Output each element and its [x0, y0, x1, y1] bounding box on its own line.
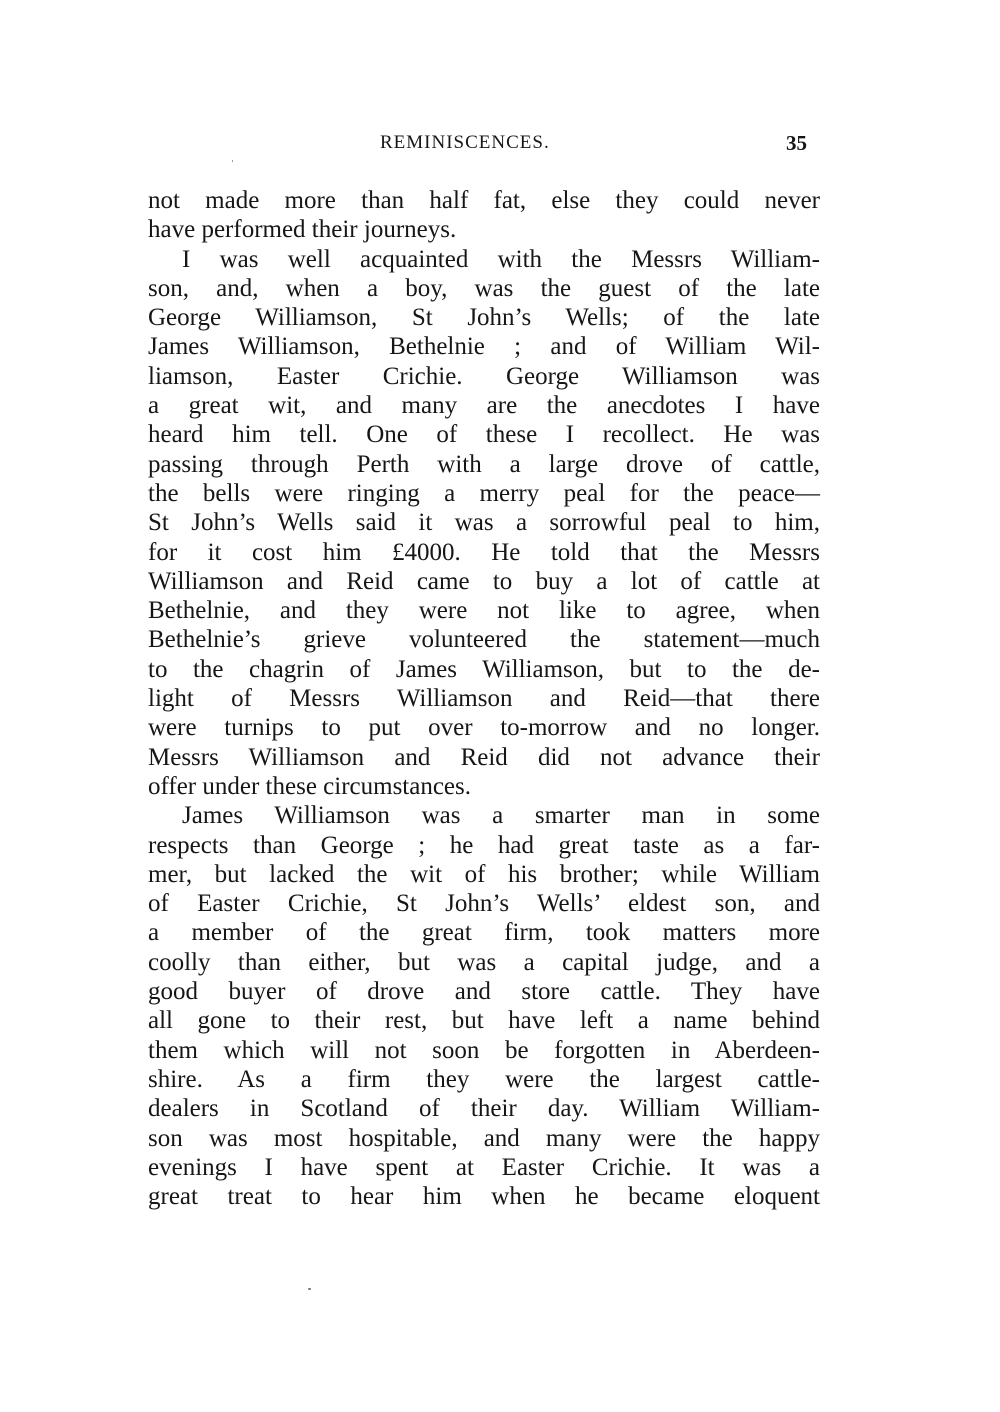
page-number: 35	[786, 131, 807, 155]
text-line: good buyer of drove and store cattle. They have	[148, 978, 820, 1006]
text-line: Bethelnie, and they were not like to agree, when	[148, 597, 820, 625]
text-line: son was most hospitable, and many were the happy	[148, 1124, 820, 1152]
text-line: them which will not soon be forgotten in Aberdeen-	[148, 1036, 820, 1064]
text-line: a member of the great firm, took matters more	[148, 919, 820, 947]
text-line: not made more than half fat, else they could never	[148, 187, 820, 214]
text-line: shire. As a firm they were the largest cattle-	[148, 1065, 820, 1093]
text-line: offer under these circumstances.	[148, 772, 472, 800]
text-line: St John’s Wells said it was a sorrowful peal to him,	[148, 509, 820, 537]
text-line: respects than George ; he had great taste as a far-	[148, 831, 820, 859]
page-speck	[232, 160, 233, 162]
text-line: heard him tell. One of these I recollect. He was	[148, 421, 820, 449]
text-line: I was well acquainted with the Messrs William-	[182, 245, 820, 273]
text-line: coolly than either, but was a capital judge, and a	[148, 948, 820, 976]
text-line: Messrs Williamson and Reid did not advance their	[148, 743, 820, 771]
text-line: the bells were ringing a merry peal for the peace—	[148, 479, 820, 507]
text-line: dealers in Scotland of their day. William William-	[148, 1095, 820, 1123]
text-line: James Williamson, Bethelnie ; and of William Wil-	[148, 333, 820, 361]
body-text	[148, 186, 820, 1211]
text-line: light of Messrs Williamson and Reid—that there	[148, 685, 820, 713]
text-line: passing through Perth with a large drove of cattle,	[148, 450, 820, 478]
text-line: Bethelnie’s grieve volunteered the statement—much	[148, 626, 820, 654]
text-line: of Easter Crichie, St John’s Wells’ eldest son, and	[148, 890, 820, 918]
text-line: George Williamson, St John’s Wells; of the late	[148, 304, 820, 332]
text-line: were turnips to put over to-morrow and no longer.	[148, 714, 820, 742]
text-line: great treat to hear him when he became eloquent	[148, 1183, 820, 1211]
text-line: evenings I have spent at Easter Crichie. It was a	[148, 1153, 820, 1181]
page-speck	[308, 1288, 311, 1290]
text-line: James Williamson was a smarter man in some	[182, 802, 820, 830]
text-line: have performed their journeys.	[148, 216, 457, 244]
text-line: for it cost him £4000. He told that the Messrs	[148, 538, 820, 566]
running-title: REMINISCENCES.	[380, 132, 550, 153]
text-line: son, and, when a boy, was the guest of the late	[148, 274, 820, 302]
text-line: liamson, Easter Crichie. George Williamson was	[148, 362, 820, 390]
text-line: to the chagrin of James Williamson, but to the de-	[148, 655, 820, 683]
text-line: mer, but lacked the wit of his brother; while William	[148, 860, 820, 888]
text-line: Williamson and Reid came to buy a lot of cattle at	[148, 567, 820, 595]
text-line: all gone to their rest, but have left a name behind	[148, 1007, 820, 1035]
text-line: a great wit, and many are the anecdotes I have	[148, 392, 820, 420]
